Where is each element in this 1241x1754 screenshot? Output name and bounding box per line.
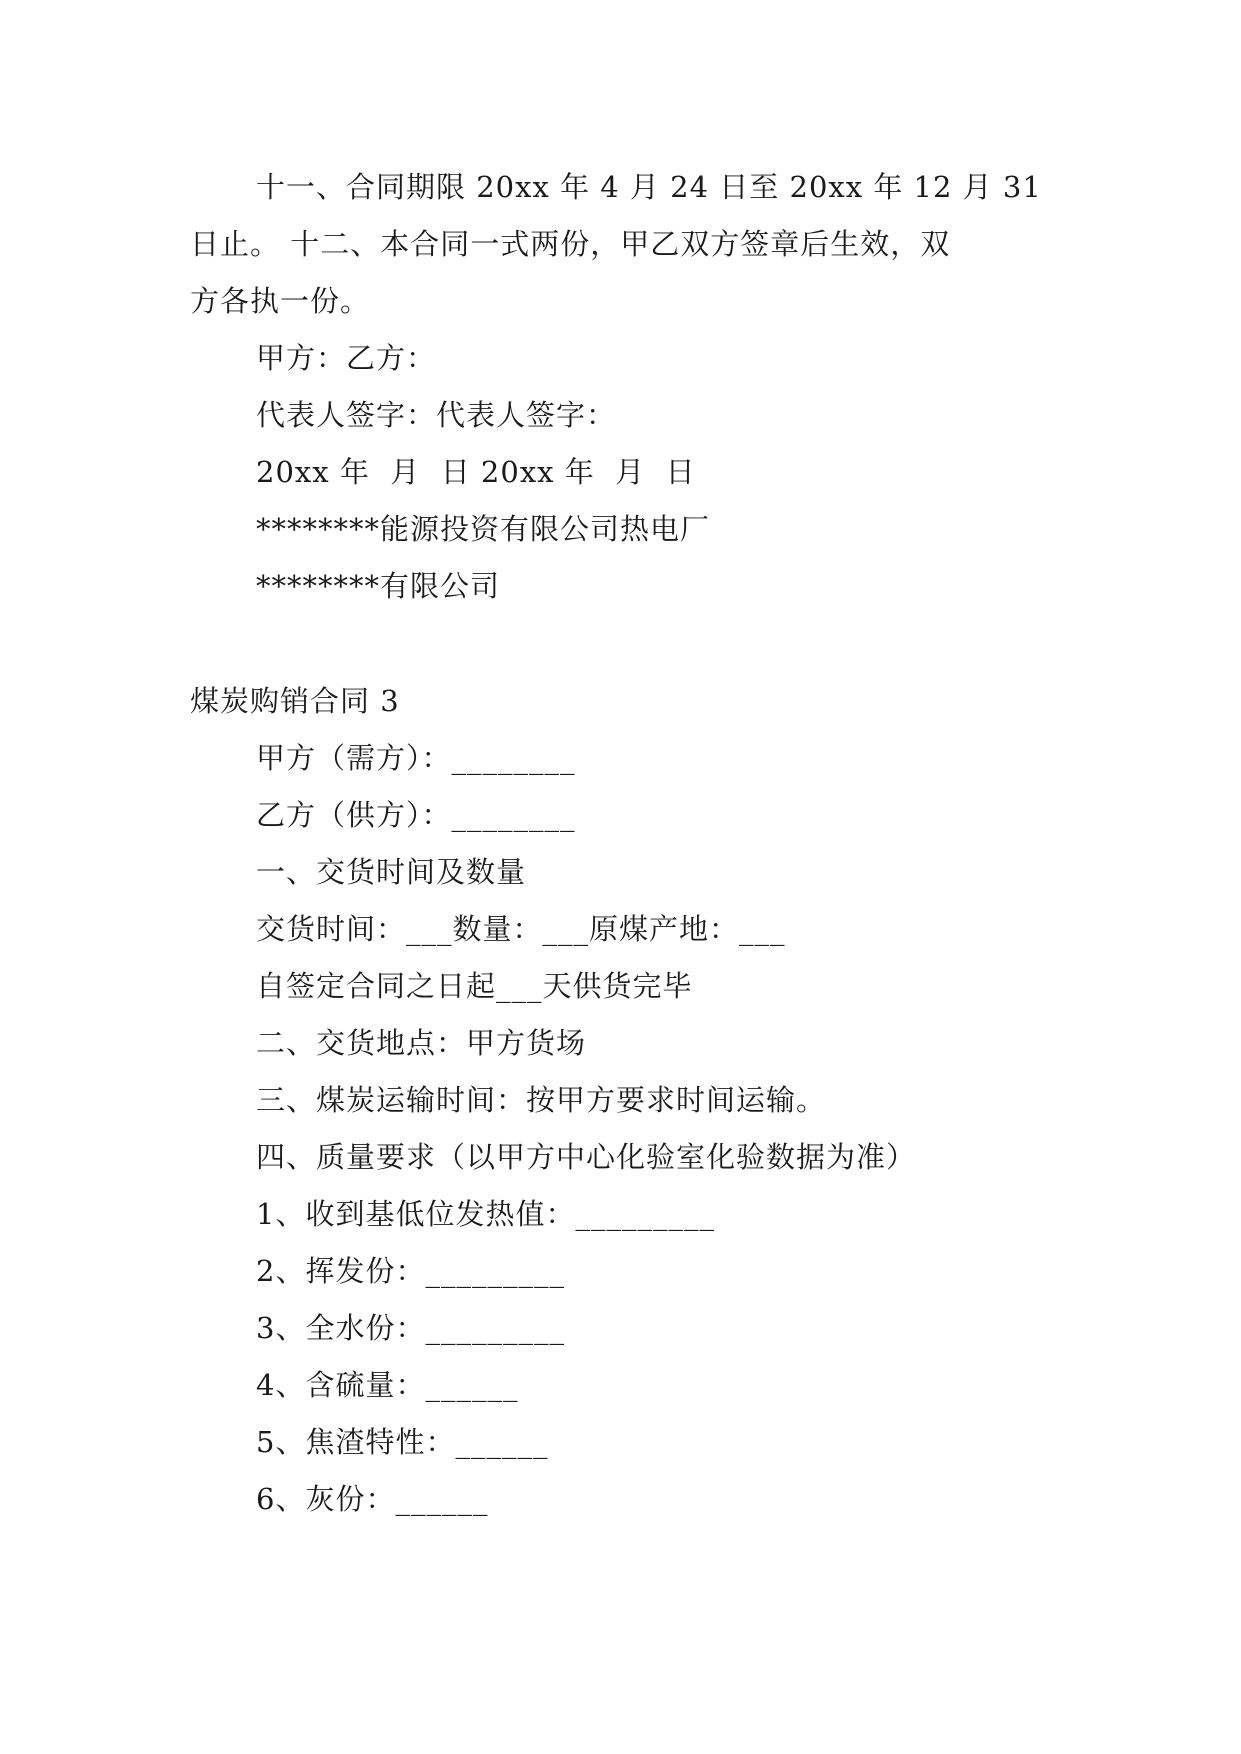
contract-term-line-3: 方各执一份。 [190, 284, 371, 318]
quality-item: 1、收到基低位发热值：_________ [256, 1197, 715, 1231]
item2-delivery-place: 二、交货地点：甲方货场 [256, 1026, 587, 1060]
quality-item: 2、挥发份：_________ [256, 1254, 565, 1288]
company-b: ********有限公司 [256, 569, 501, 603]
contract-term-line-2: 日止。 十二、本合同一式两份，甲乙双方签章后生效，双 [190, 227, 951, 261]
company-a: ********能源投资有限公司热电厂 [256, 512, 711, 546]
signature-line: 代表人签字：代表人签字： [256, 398, 617, 432]
parties-line: 甲方：乙方： [256, 341, 437, 375]
item1-fields: 交货时间：___数量：___原煤产地：___ [256, 912, 786, 946]
quality-item: 4、含硫量：______ [256, 1368, 519, 1402]
item3-transport-time: 三、煤炭运输时间：按甲方要求时间运输。 [256, 1083, 827, 1117]
quality-item: 6、灰份：______ [256, 1482, 489, 1516]
quality-item: 3、全水份：_________ [256, 1311, 565, 1345]
section-title: 煤炭购销合同 3 [190, 684, 400, 718]
contract-term-line-1: 十一、合同期限 20xx 年 4 月 24 日至 20xx 年 12 月 31 [256, 170, 1042, 204]
item1-deadline: 自签定合同之日起___天供货完毕 [256, 969, 693, 1003]
date-line: 20xx 年 月 日 20xx 年 月 日 [256, 455, 696, 489]
item1-heading: 一、交货时间及数量 [256, 855, 527, 889]
party-a-field: 甲方（需方）：________ [256, 741, 576, 775]
party-b-field: 乙方（供方）：________ [256, 798, 576, 832]
quality-item: 5、焦渣特性：______ [256, 1425, 549, 1459]
item4-heading: 四、质量要求（以甲方中心化验室化验数据为准） [256, 1140, 917, 1174]
